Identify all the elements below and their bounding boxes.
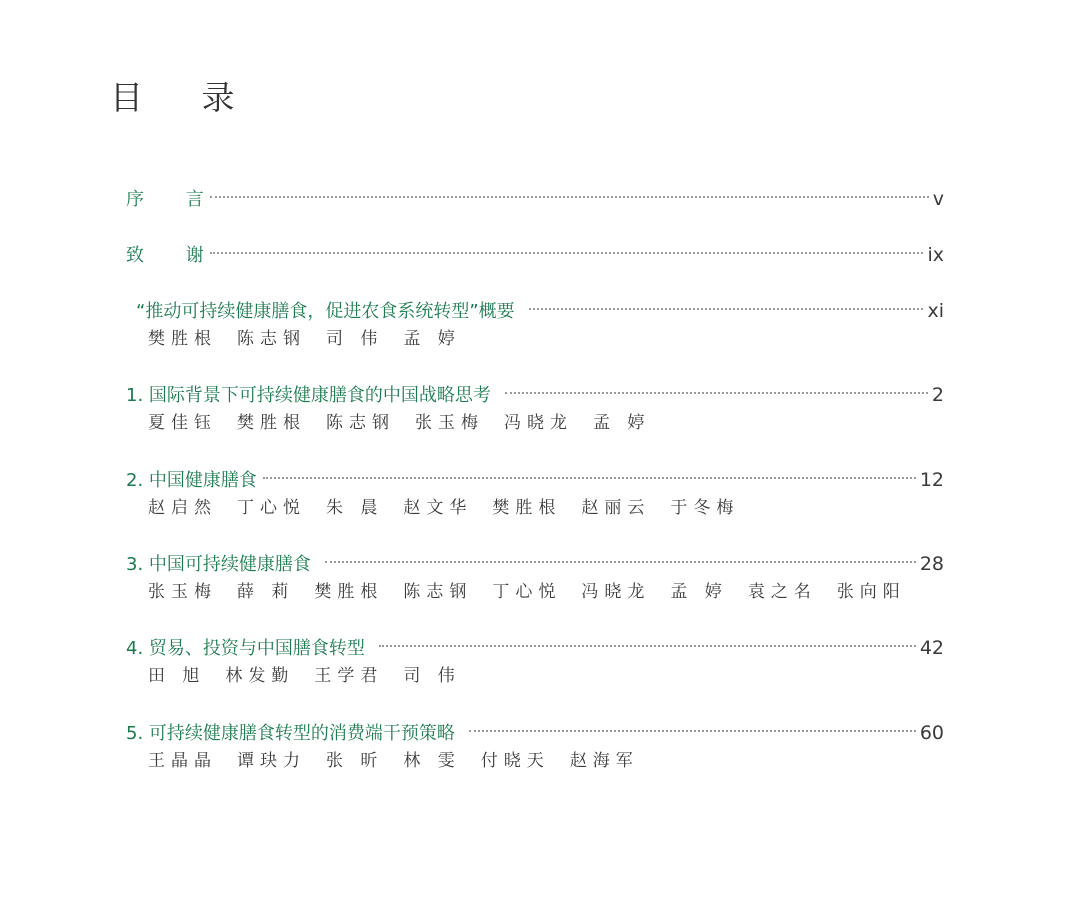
author-name: 谭玦力	[237, 751, 306, 771]
toc-entry-page: ix	[927, 244, 944, 266]
toc-entry-page: v	[932, 188, 944, 210]
author-name: 赵丽云	[581, 498, 651, 518]
toc-entry-title[interactable]: 3. 中国可持续健康膳食	[126, 554, 311, 575]
toc-entry-page: xi	[927, 300, 944, 322]
toc-entry-page: 42	[919, 637, 944, 659]
author-name: 林发勤	[225, 666, 295, 686]
author-name: 林 雯	[403, 751, 461, 771]
toc-entry-authors	[148, 664, 944, 688]
toc-entry-page: 12	[919, 469, 944, 491]
toc-entry-chapter-4[interactable]	[126, 635, 944, 688]
author-name: 王晶晶	[148, 751, 217, 771]
page-title: 目 录	[110, 78, 259, 117]
toc-entry-title[interactable]: 5. 可持续健康膳食转型的消费端干预策略	[126, 723, 455, 744]
author-name: 陈志钢	[403, 582, 473, 602]
author-name: 樊胜根	[148, 329, 217, 349]
author-name: 孟 婷	[403, 329, 461, 349]
toc-entry-authors	[148, 411, 944, 435]
toc-entry-acknowledgements[interactable]	[126, 242, 944, 268]
author-name: 张 昕	[326, 751, 384, 771]
author-name: 陈志钢	[237, 329, 306, 349]
toc-entry-page: 60	[919, 722, 944, 744]
author-name: 张向阳	[836, 582, 906, 602]
author-name: 丁心悦	[492, 582, 562, 602]
toc-entry-authors	[148, 327, 944, 351]
toc-entry-authors	[148, 496, 944, 520]
author-name: 樊胜根	[314, 582, 384, 602]
toc-entry-chapter-1[interactable]	[126, 382, 944, 435]
author-name: 朱 晨	[326, 498, 384, 518]
author-name: 赵启然	[148, 498, 217, 518]
author-name: 孟 婷	[593, 413, 651, 433]
author-name: 袁之名	[747, 582, 817, 602]
dot-leader	[505, 392, 928, 394]
dot-leader	[469, 730, 916, 732]
author-name: 夏佳钰	[148, 413, 217, 433]
toc-entry-page: 28	[919, 553, 944, 575]
author-name: 孟 婷	[670, 582, 728, 602]
dot-leader	[210, 196, 929, 198]
toc-entry-summary[interactable]	[126, 298, 944, 351]
toc-entry-title[interactable]: 致 谢	[126, 245, 222, 266]
author-name: 赵文华	[403, 498, 473, 518]
author-name: 樊胜根	[237, 413, 306, 433]
toc-entry-chapter-5[interactable]	[126, 720, 944, 773]
toc-entry-title[interactable]: “推动可持续健康膳食，促进农食系统转型”概要	[136, 301, 515, 322]
toc-entry-title[interactable]: 序 言	[126, 189, 222, 210]
toc-entry-chapter-3[interactable]	[126, 551, 944, 604]
author-name: 薛 莉	[237, 582, 295, 602]
dot-leader	[529, 308, 924, 310]
toc-entry-title[interactable]: 1. 国际背景下可持续健康膳食的中国战略思考	[126, 385, 491, 406]
author-name: 司 伟	[403, 666, 461, 686]
author-name: 丁心悦	[237, 498, 306, 518]
author-name: 司 伟	[326, 329, 384, 349]
author-name: 王学君	[314, 666, 384, 686]
author-name: 冯晓龙	[581, 582, 651, 602]
author-name: 付晓天	[480, 751, 550, 771]
author-name: 张玉梅	[415, 413, 484, 433]
author-name: 张玉梅	[148, 582, 217, 602]
author-name: 田 旭	[148, 666, 206, 686]
toc-entry-authors	[148, 580, 944, 604]
toc-entry-title[interactable]: 4. 贸易、投资与中国膳食转型	[126, 638, 365, 659]
toc-entry-authors	[148, 749, 944, 773]
toc-entry-title[interactable]: 2. 中国健康膳食	[126, 470, 257, 491]
author-name: 于冬梅	[670, 498, 740, 518]
author-name: 陈志钢	[326, 413, 395, 433]
author-name: 冯晓龙	[504, 413, 573, 433]
dot-leader	[325, 561, 916, 563]
dot-leader	[263, 477, 916, 479]
author-name: 樊胜根	[492, 498, 562, 518]
author-name: 赵海军	[569, 751, 639, 771]
toc-entry-page: 2	[931, 384, 944, 406]
toc-entry-preface[interactable]	[126, 186, 944, 212]
toc-entry-chapter-2[interactable]	[126, 467, 944, 520]
dot-leader	[379, 645, 916, 647]
dot-leader	[210, 252, 924, 254]
